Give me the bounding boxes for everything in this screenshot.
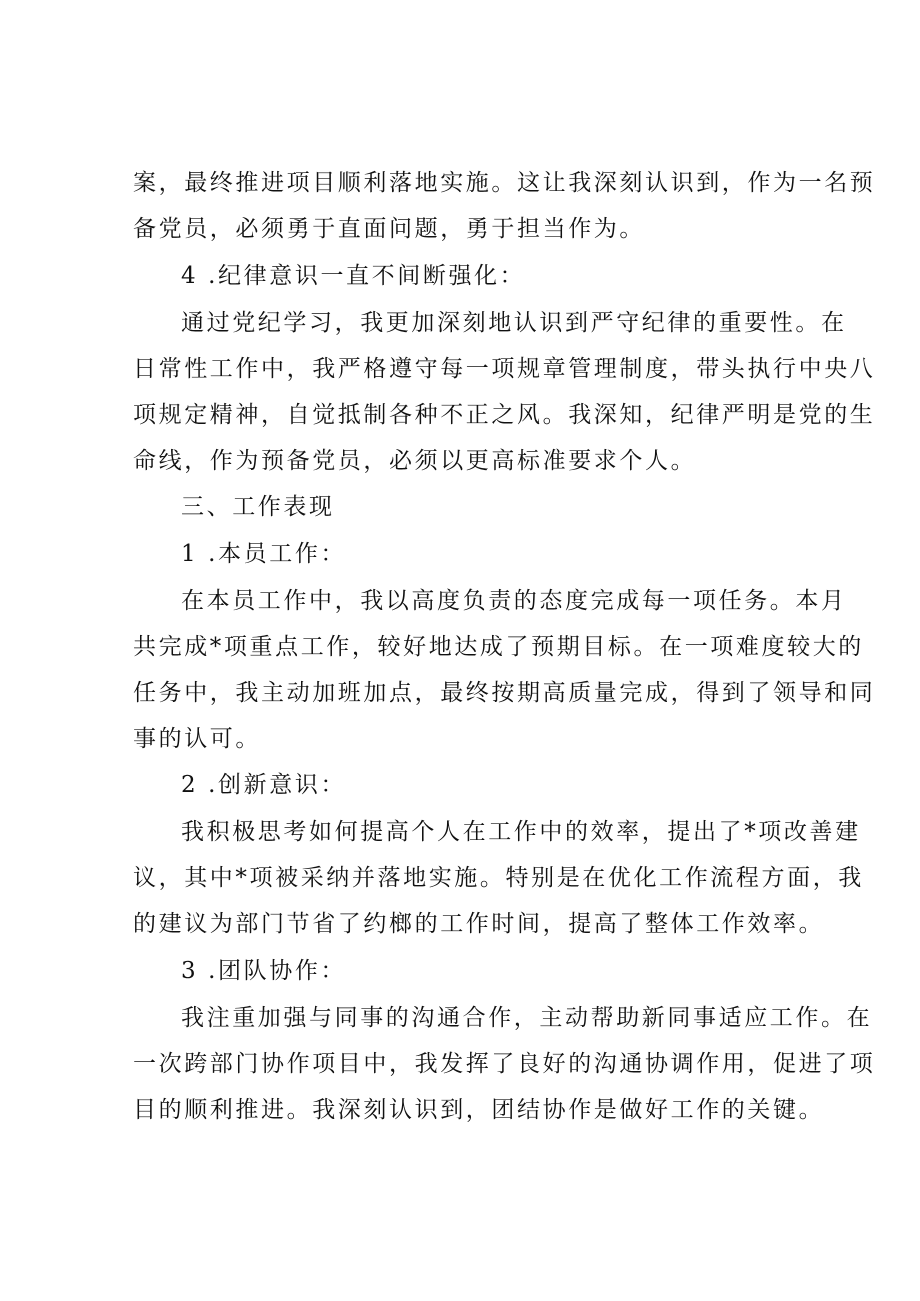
section-heading-own-work: 1 .本员工作： xyxy=(181,541,347,567)
paragraph-line: 一次跨部门协作项目中，我发挥了良好的沟通协调作用，促进了项 xyxy=(133,1051,876,1077)
paragraph-line: 我注重加强与同事的沟通合作，主动帮助新同事适应工作。在 xyxy=(181,1005,873,1031)
paragraph-line: 日常性工作中，我严格遵守每一项规章管理制度，带头执行中央八 xyxy=(133,356,876,382)
paragraph-line: 案，最终推进项目顺利落地实施。这让我深刻认识到，作为一名预 xyxy=(133,170,876,196)
paragraph-line: 共完成*项重点工作，较好地达成了预期目标。在一项难度较大的 xyxy=(133,634,864,660)
paragraph-line: 备党员，必须勇于直面问题，勇于担当作为。 xyxy=(133,216,645,242)
paragraph-line: 在本员工作中，我以高度负责的态度完成每一项任务。本月 xyxy=(181,588,847,614)
paragraph-line: 的建议为部门节省了约榔的工作时间，提高了整体工作效率。 xyxy=(133,911,825,937)
paragraph-line: 项规定精神，自觉抵制各种不正之风。我深知，纪律严明是党的生 xyxy=(133,402,876,428)
paragraph-line: 通过党纪学习，我更加深刻地认识到严守纪律的重要性。在 xyxy=(181,310,847,336)
chapter-heading-work-performance: 三、工作表现 xyxy=(181,494,335,520)
section-heading-discipline: 4 .纪律意识一直不间断强化： xyxy=(181,263,526,289)
paragraph-line: 命线，作为预备党员，必须以更高标准要求个人。 xyxy=(133,448,697,474)
paragraph-line: 目的顺利推进。我深刻认识到，团结协作是做好工作的关键。 xyxy=(133,1097,825,1123)
section-heading-teamwork: 3 .团队协作： xyxy=(181,958,347,984)
paragraph-line: 我积极思考如何提高个人在工作中的效率，提出了*项改善建 xyxy=(181,819,861,845)
section-heading-innovation: 2 .创新意识： xyxy=(181,772,347,798)
paragraph-line: 议，其中*项被采纳并落地实施。特别是在优化工作流程方面，我 xyxy=(133,865,864,891)
paragraph-line: 事的认可。 xyxy=(133,726,261,752)
paragraph-line: 任务中，我主动加班加点，最终按期高质量完成，得到了领导和同 xyxy=(133,680,876,706)
